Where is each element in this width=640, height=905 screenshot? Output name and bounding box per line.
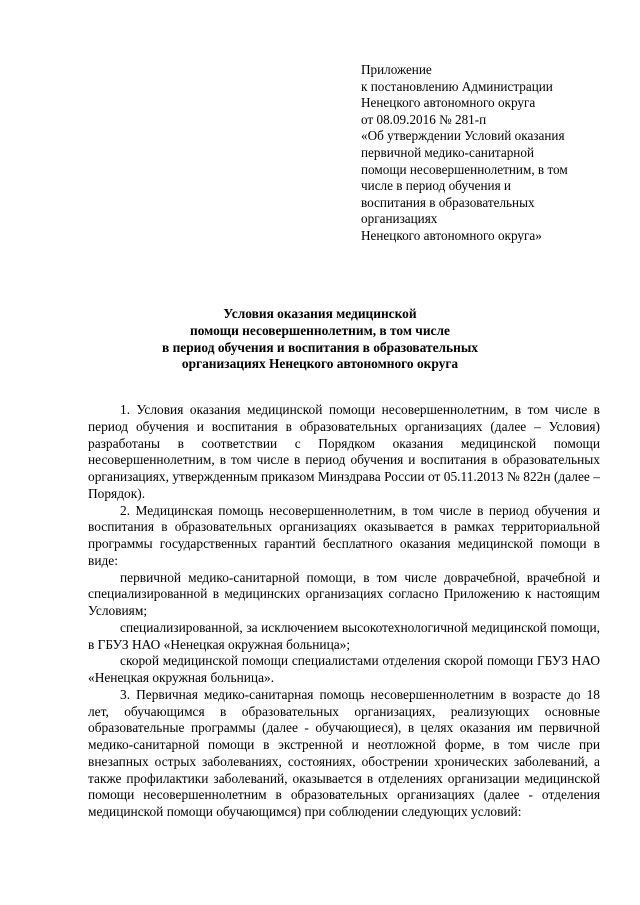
appendix-line: «Об утверждении Условий оказания (361, 128, 565, 144)
appendix-block (361, 62, 611, 245)
paragraph: 3. Первичная медико-санитарная помощь несовершеннолетним в возрасте до 18 лет, обучающимся в образовательных организациях, реализующих основные образовательные программы (далее - обучающиеся), в целях оказания им первичной медико-санитарной помощи в экстренной и неотложной форме, в том числе при внезапных острых заболеваниях, состояниях, обострении хронических заболеваний, а также профилактики заболеваний, оказывается в отделениях организации медицинской помощи несовершеннолетним в образовательных организациях (далее - отделения медицинской помощи обучающимся) при соблюдении следующих условий: (88, 686, 600, 819)
title-line: организациях Ненецкого автономного округа (181, 356, 459, 372)
paragraph: скорой медицинской помощи специалистами отделения скорой помощи ГБУЗ НАО «Ненецкая окружная больница». (88, 653, 600, 685)
appendix-line: воспитания в образовательных (361, 194, 535, 210)
title-line: помощи несовершеннолетним, в том числе (190, 322, 450, 338)
appendix-line: Ненецкого автономного округа (361, 95, 536, 111)
paragraph: первичной медико-санитарной помощи, в том числе доврачебной, врачебной и специализированной в медицинских организациях согласно Приложению к настоящим Условиям; (88, 569, 600, 618)
appendix-line: числе в период обучения и (361, 178, 511, 194)
title-line: Условия оказания медицинской (223, 306, 417, 321)
paragraph: 2. Медицинская помощь несовершеннолетним, в том числе в период обучения и воспитания в образовательных организациях оказывается в рамках территориальной программы государственных гарантий бесплатного оказания медицинской помощи в виде: (88, 502, 600, 568)
appendix-line: к постановлению Администрации (361, 78, 553, 94)
appendix-line: Ненецкого автономного округа» (361, 227, 542, 243)
paragraph: 1. Условия оказания медицинской помощи несовершеннолетним, в том числе в период обучения и воспитания в образовательных организациях (далее – Условия) разработаны в соответствии с Порядком оказания медицинской помощи несовершеннолетним, в том числе в период обучения и воспитания в образовательных организациях, утвержденным приказом Минздрава России от 05.11.2013 № 822н (далее – Порядок). (88, 402, 600, 501)
paragraph: специализированной, за исключением высокотехнологичной медицинской помощи, в ГБУЗ НАО «Ненецкая окружная больница»; (88, 619, 600, 652)
title-line: в период обучения и воспитания в образовательных (162, 339, 478, 355)
appendix-line: первичной медико-санитарной (361, 144, 535, 160)
appendix-line: от 08.09.2016 № 281-п (361, 111, 487, 127)
document-body (88, 402, 600, 821)
document-title (120, 306, 520, 373)
appendix-line: организациях (361, 211, 438, 227)
appendix-line: Приложение (361, 62, 432, 77)
appendix-line: помощи несовершеннолетним, в том (361, 161, 568, 177)
